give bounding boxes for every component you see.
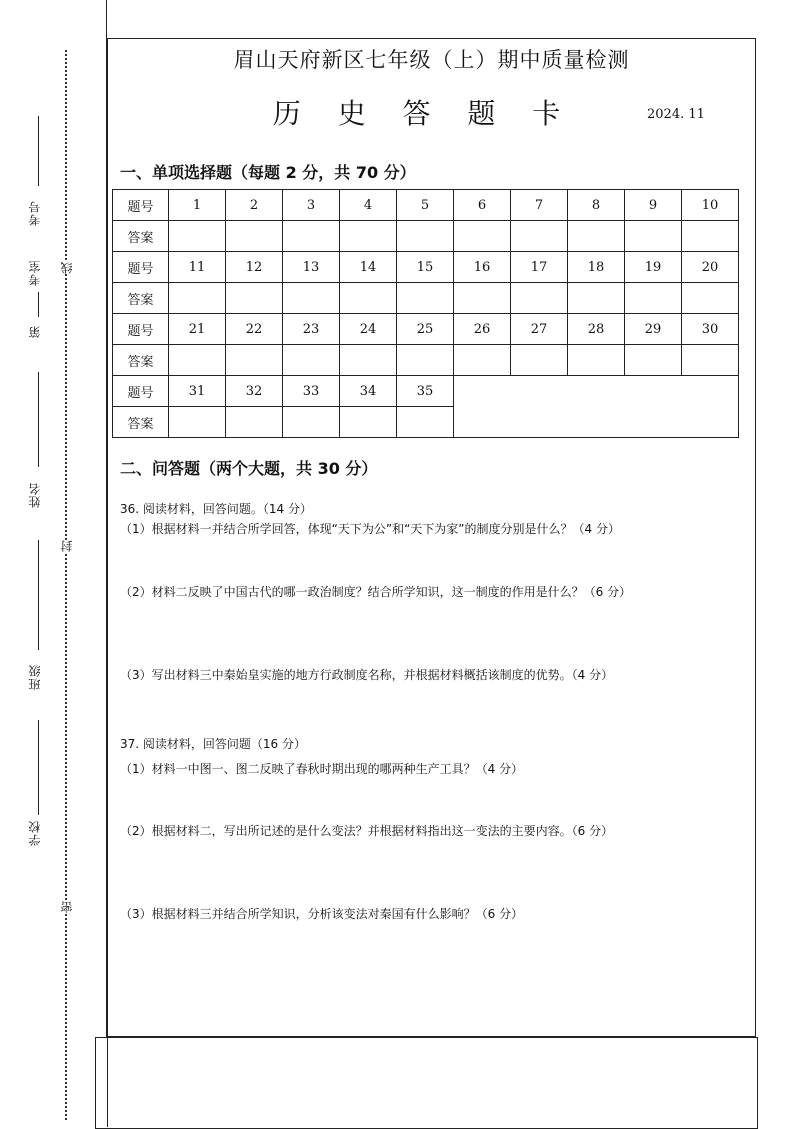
grid-number-row [113, 190, 739, 221]
answer-cell[interactable] [226, 345, 283, 376]
exam-room-prefix-label: 第 [28, 325, 42, 338]
exam-date: 2024. 11 [647, 107, 705, 122]
question-number-cell: 32 [226, 376, 283, 407]
q36-part3: （3）写出材料三中秦始皇实施的地方行政制度名称，并根据材料概括该制度的优势。（4 分） [120, 668, 614, 682]
question-number-cell: 4 [340, 190, 397, 221]
number-row-label: 题号 [113, 190, 169, 221]
q37-part2: （2）根据材料二，写出所记述的是什么变法？并根据材料指出这一变法的主要内容。（6 分） [120, 824, 614, 838]
seal-line-mark: 线 [60, 262, 74, 274]
answer-cell[interactable] [511, 221, 568, 252]
answer-cell[interactable] [625, 283, 682, 314]
question-number-cell: 28 [568, 314, 625, 345]
grid-answer-row [113, 221, 739, 252]
answer-cell[interactable] [397, 345, 454, 376]
school-label: 学校 [28, 820, 42, 846]
exam-number-label: 考号 [28, 200, 42, 226]
bottom-frame [95, 1037, 758, 1129]
question-number-cell: 2 [226, 190, 283, 221]
question-number-cell: 21 [169, 314, 226, 345]
question-number-cell: 20 [682, 252, 739, 283]
answer-cell[interactable] [568, 345, 625, 376]
question-number-cell: 1 [169, 190, 226, 221]
exam-room-label: 考室 [28, 260, 42, 286]
answer-cell[interactable] [454, 283, 511, 314]
answer-cell[interactable] [340, 283, 397, 314]
question-number-cell: 10 [682, 190, 739, 221]
question-number-cell: 18 [568, 252, 625, 283]
q36-part1: （1）根据材料一并结合所学回答，体现“天下为公”和“天下为家”的制度分别是什么？（4 分） [120, 522, 620, 536]
answer-cell[interactable] [283, 345, 340, 376]
question-number-cell: 15 [397, 252, 454, 283]
exam-room-blank [38, 292, 39, 317]
question-number-cell: 33 [283, 376, 340, 407]
question-number-cell: 5 [397, 190, 454, 221]
question-number-cell: 26 [454, 314, 511, 345]
exam-title: 眉山天府新区七年级（上）期中质量检测 [233, 48, 630, 72]
bottom-frame-inner-line [107, 1037, 108, 1127]
choice-answer-grid [112, 189, 739, 438]
answer-cell[interactable] [226, 283, 283, 314]
q36-title: 36. 阅读材料，回答问题。（14 分） [120, 502, 312, 516]
number-row-label: 题号 [113, 314, 169, 345]
answer-row-label: 答案 [113, 345, 169, 376]
answer-cell[interactable] [454, 345, 511, 376]
card-title: 历 史 答 题 卡 [272, 97, 575, 130]
question-number-cell: 19 [625, 252, 682, 283]
grid-number-row [113, 252, 739, 283]
q37-title: 37. 阅读材料，回答问题（16 分） [120, 737, 306, 751]
class-label: 班级 [28, 664, 42, 690]
question-number-cell: 31 [169, 376, 226, 407]
question-number-cell: 6 [454, 190, 511, 221]
q37-part1: （1）材料一中图一、图二反映了春秋时期出现的哪两种生产工具？（4 分） [120, 762, 524, 776]
answer-cell[interactable] [511, 283, 568, 314]
question-number-cell: 7 [511, 190, 568, 221]
answer-cell[interactable] [226, 407, 283, 438]
question-number-cell: 22 [226, 314, 283, 345]
question-number-cell: 11 [169, 252, 226, 283]
grid-number-row [113, 314, 739, 345]
answer-cell[interactable] [283, 283, 340, 314]
question-number-cell: 34 [340, 376, 397, 407]
name-label: 姓名 [28, 482, 42, 508]
grid-answer-row [113, 345, 739, 376]
section2-heading: 二、问答题（两个大题，共 30 分） [120, 459, 378, 478]
answer-cell[interactable] [625, 345, 682, 376]
question-number-cell: 9 [625, 190, 682, 221]
q36-part2: （2）材料二反映了中国古代的哪一政治制度？结合所学知识，这一制度的作用是什么？（6 分） [120, 585, 632, 599]
grid-number-row [113, 376, 739, 407]
question-number-cell: 35 [397, 376, 454, 407]
answer-cell[interactable] [169, 345, 226, 376]
q37-part3: （3）根据材料三并结合所学知识，分析该变法对秦国有什么影响？（6 分） [120, 907, 524, 921]
answer-card-frame [107, 38, 756, 1037]
school-blank [38, 720, 39, 815]
answer-cell[interactable] [625, 221, 682, 252]
question-number-cell: 16 [454, 252, 511, 283]
answer-cell[interactable] [340, 407, 397, 438]
answer-cell[interactable] [226, 221, 283, 252]
number-row-label: 题号 [113, 376, 169, 407]
question-number-cell: 13 [283, 252, 340, 283]
question-number-cell: 24 [340, 314, 397, 345]
name-blank [38, 372, 39, 467]
answer-cell[interactable] [169, 283, 226, 314]
answer-cell[interactable] [682, 345, 739, 376]
answer-cell[interactable] [169, 221, 226, 252]
question-number-cell: 14 [340, 252, 397, 283]
answer-row-label: 答案 [113, 283, 169, 314]
question-number-cell: 3 [283, 190, 340, 221]
grid-answer-row [113, 283, 739, 314]
answer-cell[interactable] [397, 221, 454, 252]
answer-cell[interactable] [511, 345, 568, 376]
section1-heading: 一、单项选择题（每题 2 分，共 70 分） [120, 163, 416, 182]
answer-cell[interactable] [568, 283, 625, 314]
question-number-cell: 29 [625, 314, 682, 345]
question-number-cell: 30 [682, 314, 739, 345]
answer-row-label: 答案 [113, 221, 169, 252]
binding-dotted-line [65, 50, 67, 1120]
answer-cell[interactable] [397, 283, 454, 314]
exam-number-blank [38, 116, 39, 186]
question-number-cell: 17 [511, 252, 568, 283]
answer-cell[interactable] [682, 283, 739, 314]
answer-cell[interactable] [682, 221, 739, 252]
answer-cell[interactable] [340, 221, 397, 252]
answer-cell[interactable] [283, 407, 340, 438]
seal-seal-mark: 封 [60, 540, 74, 552]
question-number-cell: 27 [511, 314, 568, 345]
number-row-label: 题号 [113, 252, 169, 283]
empty-grid-area [454, 376, 739, 438]
answer-cell[interactable] [340, 345, 397, 376]
answer-cell[interactable] [397, 407, 454, 438]
seal-secret-mark: 密 [60, 901, 74, 913]
question-number-cell: 25 [397, 314, 454, 345]
answer-cell[interactable] [568, 221, 625, 252]
answer-cell[interactable] [454, 221, 511, 252]
question-number-cell: 8 [568, 190, 625, 221]
question-number-cell: 23 [283, 314, 340, 345]
class-blank [38, 540, 39, 650]
answer-cell[interactable] [169, 407, 226, 438]
answer-cell[interactable] [283, 221, 340, 252]
answer-row-label: 答案 [113, 407, 169, 438]
question-number-cell: 12 [226, 252, 283, 283]
